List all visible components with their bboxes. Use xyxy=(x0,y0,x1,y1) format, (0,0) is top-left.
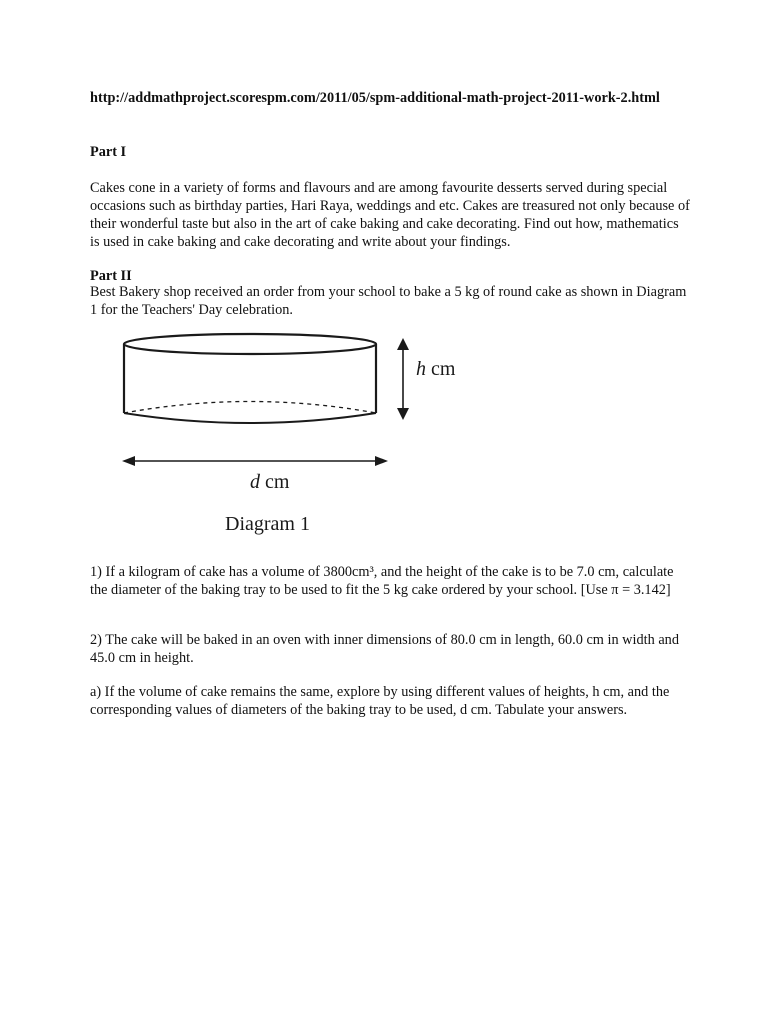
diameter-label-unit: cm xyxy=(260,471,290,493)
height-label xyxy=(416,358,456,380)
diagram-caption: Diagram 1 xyxy=(225,513,310,535)
cylinder-top-ellipse xyxy=(124,334,376,354)
part-2-heading: Part II xyxy=(90,268,132,284)
diameter-label-variable: d xyxy=(250,471,260,493)
height-arrow xyxy=(397,338,409,420)
cylinder-bottom-front-arc xyxy=(124,413,376,423)
height-label-unit: cm xyxy=(426,358,456,380)
part-1-paragraph: Cakes cone in a variety of forms and flavours and are among favourite desserts served during special occasions such as birthday parties, Hari Raya, weddings and etc. Cakes are treasured not only because of their wonderful taste but also in the art of cake baking and cake decorating. Find out how, mathematics is used in cake baking and cake decorating and write about your findings. xyxy=(90,180,690,250)
cake-cylinder-diagram xyxy=(110,330,490,540)
cylinder-shape xyxy=(124,334,376,423)
question-1: 1) If a kilogram of cake has a volume of 3800cm³, and the height of the cake is to be 7.0 cm, calculate the diameter of the baking tray to be used to fit the 5 kg cake ordered by your school. [Use π = 3.142] xyxy=(90,564,674,598)
cylinder-bottom-hidden-arc xyxy=(124,402,376,414)
question-2: 2) The cake will be baked in an oven with inner dimensions of 80.0 cm in length, 60.0 cm in width and 45.0 cm in height. xyxy=(90,632,679,666)
diameter-label xyxy=(250,471,290,493)
question-2a: a) If the volume of cake remains the same, explore by using different values of heights, h cm, and the corresponding values of diameters of the baking tray to be used, d cm. Tabulate your answers. xyxy=(90,684,670,718)
part-2-paragraph: Best Bakery shop received an order from your school to bake a 5 kg of round cake as shown in Diagram 1 for the Teachers' Day celebration. xyxy=(90,284,687,318)
height-label-variable: h xyxy=(416,358,426,380)
part-1-heading: Part I xyxy=(90,144,127,160)
diameter-arrow xyxy=(122,456,388,466)
source-url: http://addmathproject.scorespm.com/2011/05/spm-additional-math-project-2011-work-2.html xyxy=(90,90,660,106)
